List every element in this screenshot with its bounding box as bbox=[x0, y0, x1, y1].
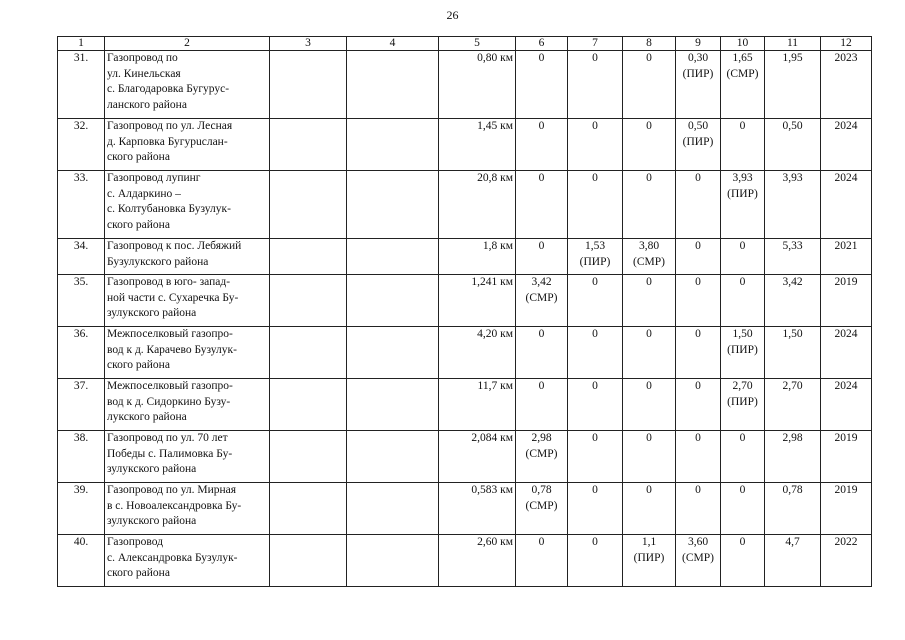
cell-c7: 0 bbox=[568, 483, 623, 535]
cell-name: Газопровод к пос. Лебяжий Бузулукского района bbox=[105, 239, 270, 275]
table-row bbox=[58, 275, 872, 327]
cell-c10: 2,70 (ПИР) bbox=[721, 379, 765, 431]
header-row bbox=[58, 37, 872, 51]
cell-name: Газопровод лупинг с. Алдаркино – с. Колтубановка Бузулук- ского района bbox=[105, 171, 270, 239]
table-row bbox=[58, 51, 872, 119]
cell-year: 2024 bbox=[821, 327, 872, 379]
cell-c10: 1,50 (ПИР) bbox=[721, 327, 765, 379]
cell-c7: 0 bbox=[568, 51, 623, 119]
column-header: 4 bbox=[347, 37, 439, 51]
cell-length: 20,8 км bbox=[439, 171, 516, 239]
cell-c8: 0 bbox=[623, 171, 676, 239]
cell-c9: 0,30 (ПИР) bbox=[676, 51, 721, 119]
cell-c6: 0 bbox=[516, 379, 568, 431]
cell-c7: 0 bbox=[568, 327, 623, 379]
cell-c10: 1,65 (СМР) bbox=[721, 51, 765, 119]
column-header: 10 bbox=[721, 37, 765, 51]
cell-c4 bbox=[347, 431, 439, 483]
cell-year: 2022 bbox=[821, 535, 872, 587]
cell-c10: 0 bbox=[721, 119, 765, 171]
cell-c6: 0 bbox=[516, 171, 568, 239]
cell-c10: 0 bbox=[721, 239, 765, 275]
cell-c10: 0 bbox=[721, 535, 765, 587]
column-header: 2 bbox=[105, 37, 270, 51]
cell-length: 0,583 км bbox=[439, 483, 516, 535]
cell-year: 2021 bbox=[821, 239, 872, 275]
cell-c4 bbox=[347, 119, 439, 171]
cell-n: 40. bbox=[58, 535, 105, 587]
cell-name: Межпоселковый газопро- вод к д. Сидоркино Бузу- лукского района bbox=[105, 379, 270, 431]
cell-n: 37. bbox=[58, 379, 105, 431]
cell-c9: 0 bbox=[676, 275, 721, 327]
cell-c10: 0 bbox=[721, 431, 765, 483]
cell-c7: 1,53 (ПИР) bbox=[568, 239, 623, 275]
cell-c3 bbox=[270, 535, 347, 587]
column-header: 6 bbox=[516, 37, 568, 51]
cell-n: 39. bbox=[58, 483, 105, 535]
cell-c3 bbox=[270, 379, 347, 431]
cell-name: Газопровод по ул. Лесная д. Карповка Бугурuслан- ского района bbox=[105, 119, 270, 171]
cell-c9: 3,60 (СМР) bbox=[676, 535, 721, 587]
cell-c9: 0 bbox=[676, 171, 721, 239]
column-header: 12 bbox=[821, 37, 872, 51]
table-row bbox=[58, 171, 872, 239]
gas-pipeline-table bbox=[57, 36, 872, 587]
column-header: 7 bbox=[568, 37, 623, 51]
cell-year: 2024 bbox=[821, 379, 872, 431]
cell-c7: 0 bbox=[568, 379, 623, 431]
cell-c6: 0 bbox=[516, 239, 568, 275]
cell-n: 33. bbox=[58, 171, 105, 239]
cell-c6: 0,78 (СМР) bbox=[516, 483, 568, 535]
column-header: 5 bbox=[439, 37, 516, 51]
cell-c10: 0 bbox=[721, 275, 765, 327]
cell-c6: 0 bbox=[516, 327, 568, 379]
cell-n: 35. bbox=[58, 275, 105, 327]
cell-length: 0,80 км bbox=[439, 51, 516, 119]
cell-c9: 0 bbox=[676, 431, 721, 483]
cell-c10: 0 bbox=[721, 483, 765, 535]
cell-c4 bbox=[347, 275, 439, 327]
cell-c9: 0 bbox=[676, 379, 721, 431]
cell-total: 2,70 bbox=[765, 379, 821, 431]
cell-c3 bbox=[270, 119, 347, 171]
cell-c6: 2,98 (СМР) bbox=[516, 431, 568, 483]
cell-year: 2019 bbox=[821, 275, 872, 327]
cell-c7: 0 bbox=[568, 535, 623, 587]
cell-c3 bbox=[270, 275, 347, 327]
cell-total: 0,78 bbox=[765, 483, 821, 535]
cell-name: Газопровод с. Александровка Бузулук- ского района bbox=[105, 535, 270, 587]
cell-c3 bbox=[270, 51, 347, 119]
table-row bbox=[58, 535, 872, 587]
cell-c8: 0 bbox=[623, 119, 676, 171]
cell-length: 4,20 км bbox=[439, 327, 516, 379]
cell-c4 bbox=[347, 327, 439, 379]
cell-c8: 0 bbox=[623, 327, 676, 379]
cell-total: 1,95 bbox=[765, 51, 821, 119]
column-header: 11 bbox=[765, 37, 821, 51]
cell-c8: 0 bbox=[623, 275, 676, 327]
cell-c8: 1,1 (ПИР) bbox=[623, 535, 676, 587]
cell-c6: 3,42 (СМР) bbox=[516, 275, 568, 327]
cell-length: 2,60 км bbox=[439, 535, 516, 587]
cell-name: Газопровод по ул. Мирная в с. Новоалександровка Бу- зулукского района bbox=[105, 483, 270, 535]
cell-c9: 0 bbox=[676, 239, 721, 275]
cell-year: 2024 bbox=[821, 119, 872, 171]
cell-c6: 0 bbox=[516, 51, 568, 119]
cell-c4 bbox=[347, 239, 439, 275]
table-row bbox=[58, 239, 872, 275]
cell-length: 1,45 км bbox=[439, 119, 516, 171]
cell-c7: 0 bbox=[568, 171, 623, 239]
table-body bbox=[58, 51, 872, 587]
cell-c4 bbox=[347, 483, 439, 535]
cell-name: Газопровод по ул. Кинельская с. Благодаровка Бугурус- ланского района bbox=[105, 51, 270, 119]
table-row bbox=[58, 119, 872, 171]
cell-c7: 0 bbox=[568, 275, 623, 327]
cell-c7: 0 bbox=[568, 119, 623, 171]
cell-n: 34. bbox=[58, 239, 105, 275]
cell-n: 31. bbox=[58, 51, 105, 119]
cell-c4 bbox=[347, 379, 439, 431]
cell-c4 bbox=[347, 51, 439, 119]
cell-name: Межпоселковый газопро- вод к д. Карачево Бузулук- ского района bbox=[105, 327, 270, 379]
cell-length: 2,084 км bbox=[439, 431, 516, 483]
cell-c9: 0 bbox=[676, 483, 721, 535]
cell-c6: 0 bbox=[516, 535, 568, 587]
page-number: 26 bbox=[446, 8, 459, 22]
cell-c8: 0 bbox=[623, 431, 676, 483]
cell-c3 bbox=[270, 431, 347, 483]
cell-year: 2019 bbox=[821, 483, 872, 535]
cell-c9: 0 bbox=[676, 327, 721, 379]
cell-c4 bbox=[347, 535, 439, 587]
cell-c7: 0 bbox=[568, 431, 623, 483]
column-header: 3 bbox=[270, 37, 347, 51]
cell-total: 2,98 bbox=[765, 431, 821, 483]
cell-total: 1,50 bbox=[765, 327, 821, 379]
cell-c8: 0 bbox=[623, 379, 676, 431]
cell-year: 2019 bbox=[821, 431, 872, 483]
cell-length: 1,8 км bbox=[439, 239, 516, 275]
cell-total: 3,93 bbox=[765, 171, 821, 239]
column-header: 1 bbox=[58, 37, 105, 51]
column-header: 9 bbox=[676, 37, 721, 51]
cell-c3 bbox=[270, 327, 347, 379]
cell-length: 1,241 км bbox=[439, 275, 516, 327]
cell-n: 38. bbox=[58, 431, 105, 483]
table-row bbox=[58, 431, 872, 483]
cell-total: 5,33 bbox=[765, 239, 821, 275]
table-row bbox=[58, 379, 872, 431]
column-header: 8 bbox=[623, 37, 676, 51]
cell-length: 11,7 км bbox=[439, 379, 516, 431]
table-row bbox=[58, 483, 872, 535]
cell-c8: 3,80 (СМР) bbox=[623, 239, 676, 275]
cell-c10: 3,93 (ПИР) bbox=[721, 171, 765, 239]
cell-c9: 0,50 (ПИР) bbox=[676, 119, 721, 171]
cell-name: Газопровод в юго- запад- ной части с. Сухаречка Бу- зулукского района bbox=[105, 275, 270, 327]
cell-c8: 0 bbox=[623, 483, 676, 535]
cell-c3 bbox=[270, 239, 347, 275]
cell-c8: 0 bbox=[623, 51, 676, 119]
cell-name: Газопровод по ул. 70 лет Победы с. Палимовка Бу- зулукского района bbox=[105, 431, 270, 483]
cell-c6: 0 bbox=[516, 119, 568, 171]
cell-c3 bbox=[270, 483, 347, 535]
cell-year: 2023 bbox=[821, 51, 872, 119]
table-row bbox=[58, 327, 872, 379]
cell-total: 3,42 bbox=[765, 275, 821, 327]
cell-c4 bbox=[347, 171, 439, 239]
cell-total: 4,7 bbox=[765, 535, 821, 587]
cell-total: 0,50 bbox=[765, 119, 821, 171]
cell-n: 32. bbox=[58, 119, 105, 171]
cell-year: 2024 bbox=[821, 171, 872, 239]
cell-c3 bbox=[270, 171, 347, 239]
cell-n: 36. bbox=[58, 327, 105, 379]
